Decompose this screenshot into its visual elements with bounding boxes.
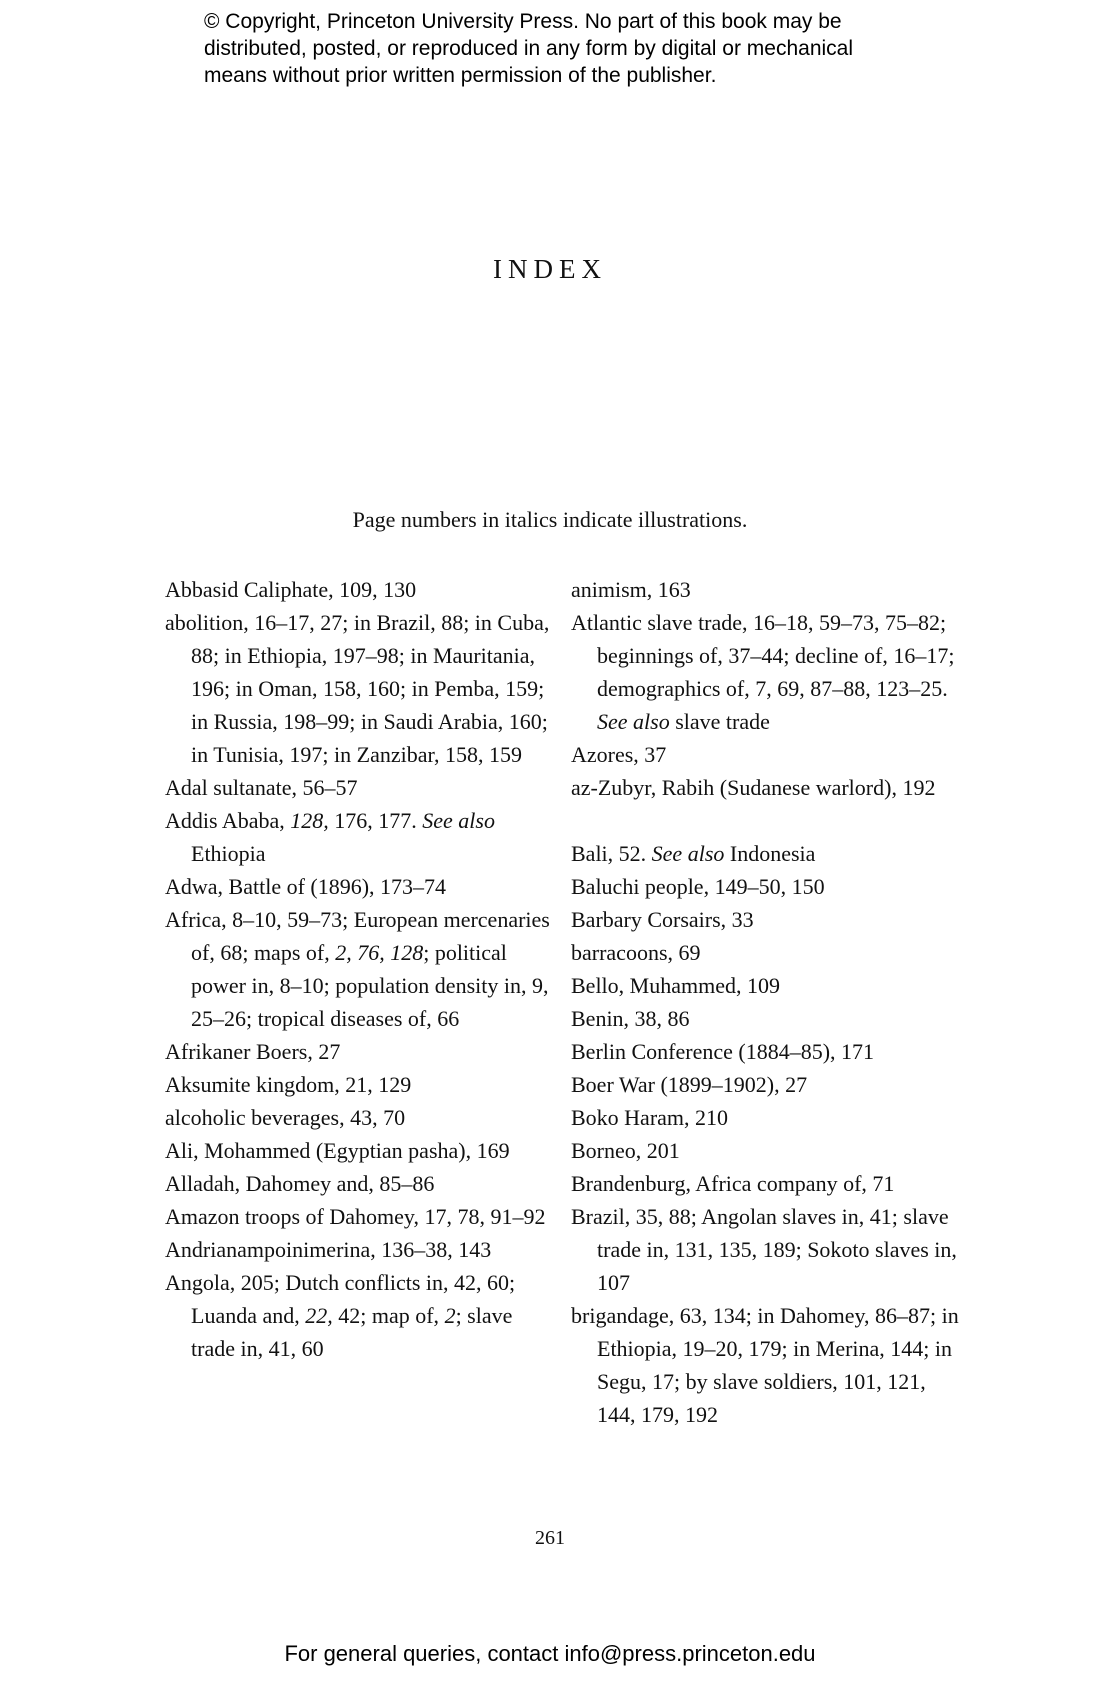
entry-text: 176, 177. [328, 808, 423, 833]
index-entry: abolition, 16–17, 27; in Brazil, 88; in Cuba, 88; in Ethiopia, 197–98; in Mauritania, 196; in Oman, 158, 160; in Pemba, 159; in Russia, 198–99; in Saudi Arabia, 160; in Tunisia, 197; in Zanzibar, 158, 159 [165, 610, 550, 767]
index-entry: Amazon troops of Dahomey, 17, 78, 91–92 [165, 1204, 546, 1229]
entry-italic-pages: 2, 76, 128 [335, 940, 424, 965]
index-entry [165, 804, 555, 870]
index-entry: Benin, 38, 86 [571, 1006, 690, 1031]
see-also-label: See also [651, 841, 725, 866]
footer-contact: For general queries, contact info@press.princeton.edu [284, 1641, 816, 1666]
entry-text: Africa, 8–10, 59–73; European mercenaries of, 68; maps of, [165, 907, 550, 965]
copyright-line-3: means without prior written permission of the publisher. [204, 64, 717, 87]
index-entry: Abbasid Caliphate, 109, 130 [165, 577, 417, 602]
index-entry: Brazil, 35, 88; Angolan slaves in, 41; slave trade in, 131, 135, 189; Sokoto slaves in, 107 [571, 1204, 957, 1295]
index-entry: Afrikaner Boers, 27 [165, 1039, 341, 1064]
index-entry: Borneo, 201 [571, 1138, 680, 1163]
index-entry [571, 606, 961, 738]
see-also-label: See also [597, 709, 670, 734]
entry-text: ; slave trade in, 41, 60 [191, 1303, 513, 1361]
index-column-left [165, 573, 555, 1365]
entry-text: 42; map of, [332, 1303, 445, 1328]
entry-italic-pages: 22, [305, 1303, 333, 1328]
index-entry [165, 1266, 555, 1365]
index-entry: animism, 163 [571, 577, 691, 602]
letter-section-gap [571, 804, 961, 837]
index-entry: Aksumite kingdom, 21, 129 [165, 1072, 412, 1097]
entry-text: Ethiopia [191, 841, 266, 866]
copyright-notice [204, 8, 964, 89]
index-entry: Boer War (1899–1902), 27 [571, 1072, 808, 1097]
index-entry: alcoholic beverages, 43, 70 [165, 1105, 406, 1130]
entry-text: Addis Ababa, [165, 808, 291, 833]
entry-italic-pages: 2 [444, 1303, 456, 1328]
entry-text: ; political power in, 8–10; population density in, 9, 25–26; tropical diseases of, 66 [191, 940, 549, 1031]
index-entry: Brandenburg, Africa company of, 71 [571, 1171, 895, 1196]
index-entry [571, 837, 961, 870]
index-entry: brigandage, 63, 134; in Dahomey, 86–87; in Ethiopia, 19–20, 179; in Merina, 144; in Segu, 17; by slave soldiers, 101, 121, 144, 179, 192 [571, 1303, 959, 1427]
entry-text: slave trade [669, 709, 770, 734]
index-entry: az-Zubyr, Rabih (Sudanese warlord), 192 [571, 775, 936, 800]
index-entry: Azores, 37 [571, 742, 667, 767]
index-entry: Adal sultanate, 56–57 [165, 775, 358, 800]
index-column-right [571, 573, 961, 1431]
index-title: INDEX [493, 254, 607, 284]
index-entry [165, 903, 555, 1035]
index-entry: Berlin Conference (1884–85), 171 [571, 1039, 875, 1064]
index-entry: Andrianampoinimerina, 136–38, 143 [165, 1237, 492, 1262]
page-number: 261 [535, 1527, 565, 1549]
entry-text: Angola, 205; Dutch conflicts in, 42, 60; Luanda and, [165, 1270, 516, 1328]
index-entry: Barbary Corsairs, 33 [571, 907, 754, 932]
index-entry: barracoons, 69 [571, 940, 701, 965]
entry-text: Atlantic slave trade, 16–18, 59–73, 75–82; beginnings of, 37–44; decline of, 16–17; demographics of, 7, 69, 87–88, 123–25. [571, 610, 955, 701]
entry-text: Bali, 52. [571, 841, 652, 866]
index-entry: Ali, Mohammed (Egyptian pasha), 169 [165, 1138, 510, 1163]
italics-note: Page numbers in italics indicate illustrations. [352, 507, 748, 532]
index-entry: Alladah, Dahomey and, 85–86 [165, 1171, 435, 1196]
see-also-label: See also [422, 808, 495, 833]
index-entry: Baluchi people, 149–50, 150 [571, 874, 825, 899]
index-entry: Boko Haram, 210 [571, 1105, 729, 1130]
entry-italic-pages: 128, [290, 808, 329, 833]
index-entry: Adwa, Battle of (1896), 173–74 [165, 874, 447, 899]
copyright-line-1: © Copyright, Princeton University Press. No part of this book may be [204, 10, 842, 33]
index-entry: Bello, Muhammed, 109 [571, 973, 780, 998]
copyright-line-2: distributed, posted, or reproduced in any form by digital or mechanical [204, 37, 854, 60]
entry-text: Indonesia [724, 841, 816, 866]
